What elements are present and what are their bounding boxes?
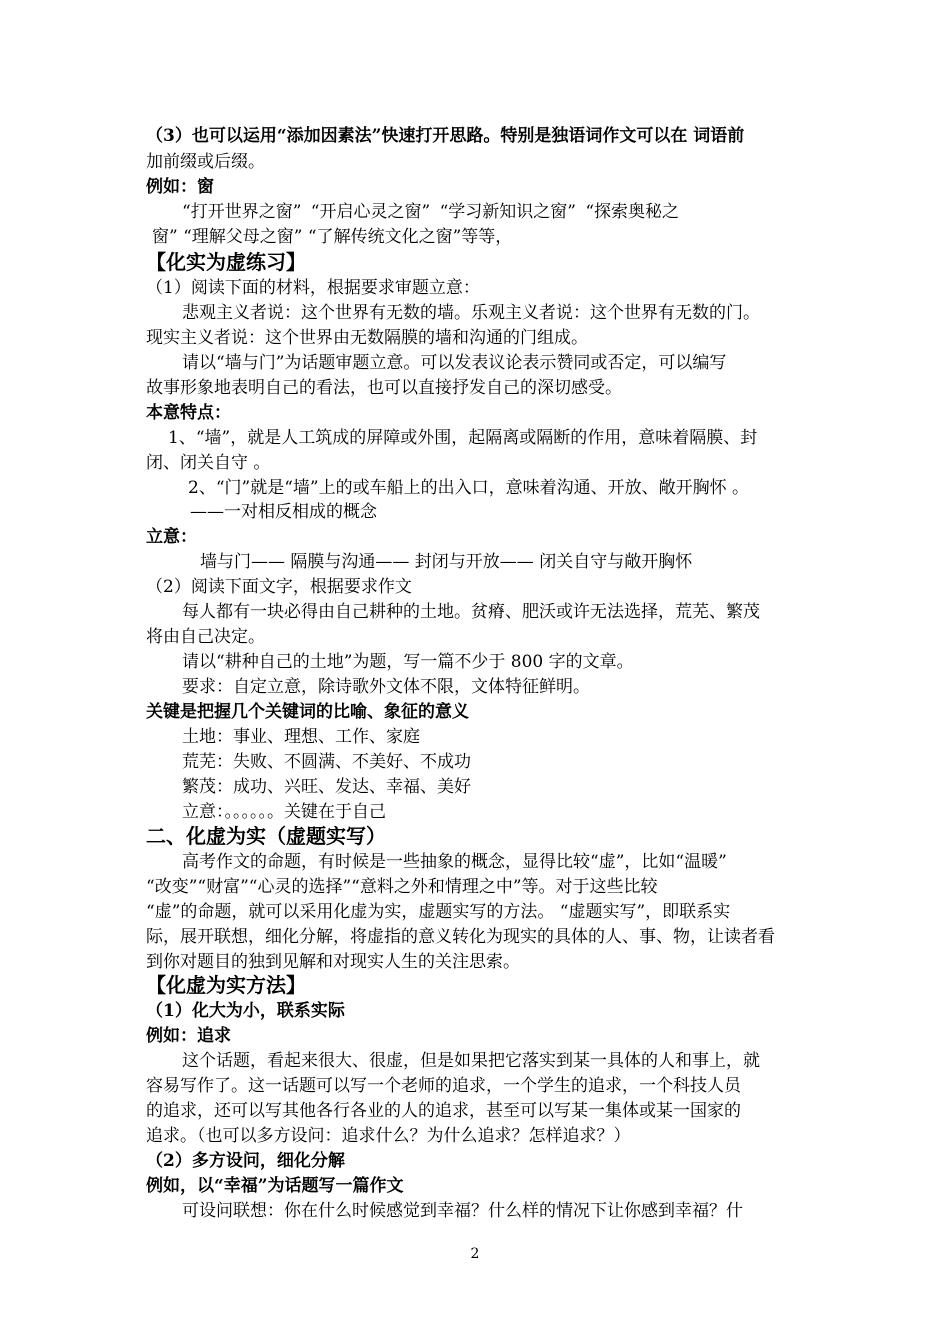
text-line: 悲观主义者说：这个世界有无数的墙。乐观主义者说：这个世界有无数的门。 bbox=[182, 303, 760, 323]
subheading: （2）多方设问，细化分解 bbox=[146, 1151, 345, 1171]
text-line: 的追求，还可以写其他各行各业的人的追求，甚至可以写某一集体或某一国家的 bbox=[146, 1101, 741, 1121]
text-line: 窗” “理解父母之窗” “了解传统文化之窗”等等， bbox=[152, 227, 513, 247]
text-line: 到你对题目的独到见解和对现实人生的关注思索。 bbox=[146, 952, 520, 972]
page-number: 2 bbox=[470, 1246, 480, 1262]
example-label: 例如：追求 bbox=[146, 1026, 231, 1046]
subheading: （1）化大为小，联系实际 bbox=[146, 1001, 345, 1021]
text-line: 可设问联想：你在什么时候感觉到幸福？什么样的情况下让你感到幸福？什 bbox=[182, 1201, 743, 1221]
text-line: 追求。（也可以多方设问：追求什么？为什么追求？怎样追求？） bbox=[146, 1126, 631, 1146]
subheading: 立意： bbox=[146, 527, 197, 547]
example-label: 例如：窗 bbox=[146, 177, 214, 197]
section-heading: 【化实为虚练习】 bbox=[146, 250, 306, 274]
text-line: （2）阅读下面文字，根据要求作文 bbox=[146, 577, 412, 597]
text-line: 现实主义者说：这个世界由无数隔膜的墙和沟通的门组成。 bbox=[146, 328, 588, 348]
section-heading: 二、化虚为实（虚题实写） bbox=[146, 824, 386, 848]
text-line: ——一对相反相成的概念 bbox=[190, 502, 377, 522]
text-line: 际，展开联想，细化分解，将虚指的意义转化为现实的具体的人、事、物，让读者看 bbox=[146, 927, 775, 947]
section-heading: 【化虚为实方法】 bbox=[146, 973, 306, 997]
text-line: 繁茂：成功、兴旺、发达、幸福、美好 bbox=[182, 777, 471, 797]
text-line: （3）也可以运用“添加因素法”快速打开思路。特别是独语词作文可以在 词语前 bbox=[146, 126, 745, 146]
text-line: 荒芜：失败、不圆满、不美好、不成功 bbox=[182, 752, 471, 772]
text-line: 立意：。。。。。。关键在于自己 bbox=[182, 802, 386, 822]
text-line: 高考作文的命题，有时候是一些抽象的概念，显得比较“虚”，比如“温暖” bbox=[182, 852, 727, 872]
text-line: 加前缀或后缀。 bbox=[146, 152, 265, 172]
text-line: 要求：自定立意，除诗歌外文体不限，文体特征鲜明。 bbox=[182, 677, 590, 697]
text-line: （1）阅读下面的材料，根据要求审题立意： bbox=[146, 278, 480, 298]
text-line: 土地：事业、理想、工作、家庭 bbox=[182, 727, 420, 747]
text-line: “虚”的命题，就可以采用化虚为实，虚题实写的方法。 “虚题实写”，即联系实 bbox=[146, 902, 731, 922]
text-line: 请以“耕种自己的土地”为题，写一篇不少于 800 字的文章。 bbox=[182, 652, 634, 672]
text-line: 墙与门—— 隔膜与沟通—— 封闭与开放—— 闭关自守与敞开胸怀 bbox=[200, 552, 693, 572]
text-line: 请以“墙与门”为话题审题立意。可以发表议论表示赞同或否定，可以编写 bbox=[182, 353, 727, 373]
subheading: 本意特点： bbox=[146, 403, 231, 423]
text-line: 故事形象地表明自己的看法，也可以直接抒发自己的深切感受。 bbox=[146, 378, 622, 398]
text-line: 1、“墙”，就是人工筑成的屏障或外围，起隔离或隔断的作用，意味着隔膜、封 bbox=[168, 428, 758, 448]
subheading: 关键是把握几个关键词的比喻、象征的意义 bbox=[146, 702, 469, 722]
text-line: 将由自己决定。 bbox=[146, 627, 265, 647]
text-line: 这个话题，看起来很大、很虚，但是如果把它落实到某一具体的人和事上，就 bbox=[182, 1051, 760, 1071]
text-line: 容易写作了。这一话题可以写一个老师的追求，一个学生的追求，一个科技人员 bbox=[146, 1076, 741, 1096]
text-line: “改变”“财富”“心灵的选择”“意料之外和情理之中”等。对于这些比较 bbox=[146, 877, 658, 897]
text-line: 2、“门”就是“墙”上的或车船上的出入口，意味着沟通、开放、敞开胸怀 。 bbox=[188, 478, 749, 498]
text-line: 每人都有一块必得由自己耕种的土地。贫瘠、肥沃或许无法选择，荒芜、繁茂 bbox=[182, 602, 760, 622]
text-line: “打开世界之窗” “开启心灵之窗” “学习新知识之窗” “探索奥秘之 bbox=[182, 202, 680, 222]
text-line: 闭、闭关自守 。 bbox=[146, 453, 271, 473]
example-label: 例如，以“幸福”为话题写一篇作文 bbox=[146, 1176, 404, 1196]
